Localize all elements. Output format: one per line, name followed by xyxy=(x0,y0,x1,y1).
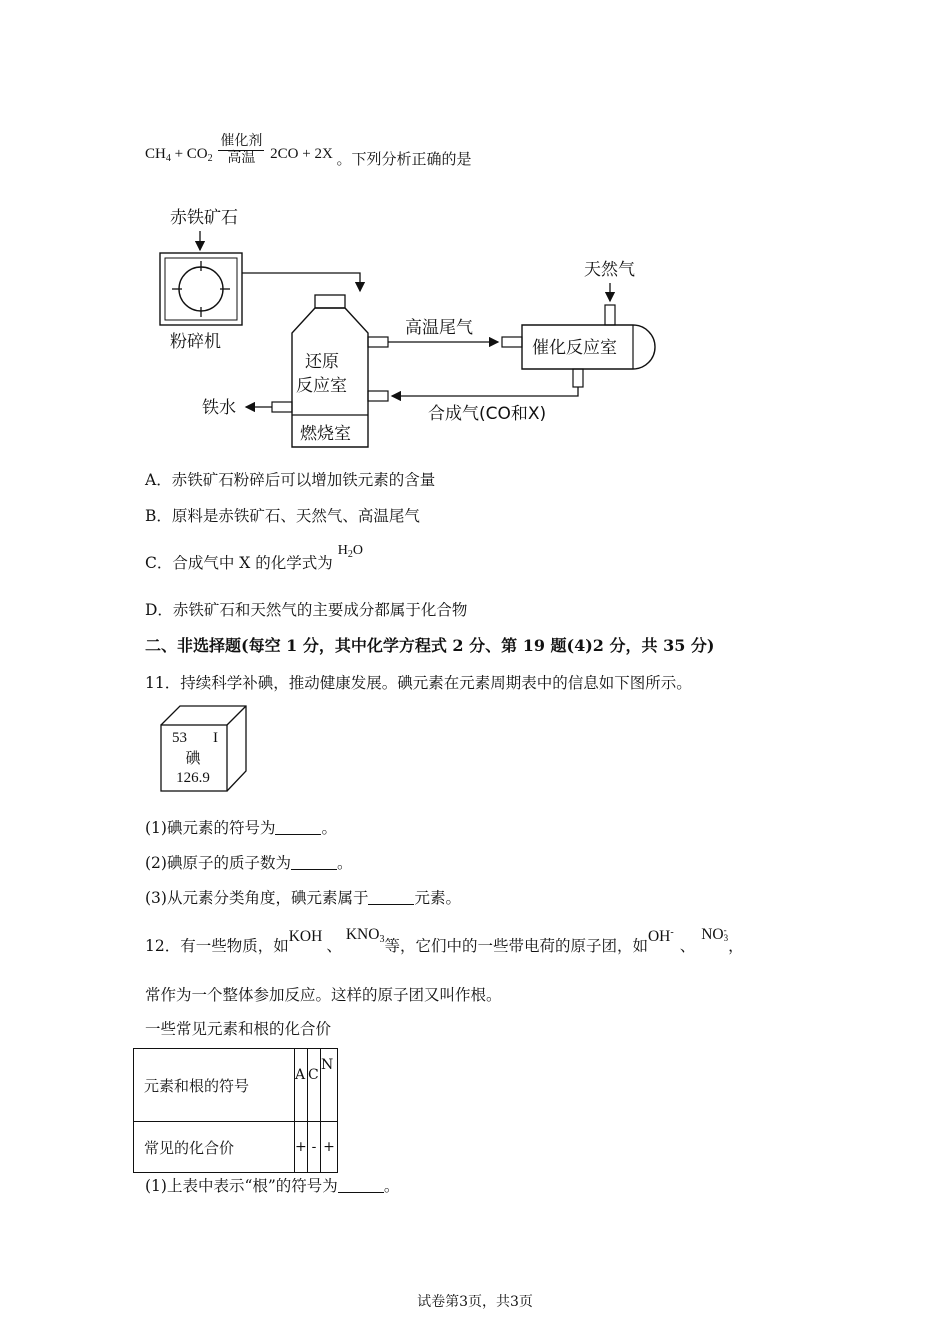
q11-sub2-end: 。 xyxy=(336,854,353,872)
option-d: D．赤铁矿石和天然气的主要成分都属于化合物 xyxy=(145,601,468,619)
row2-cell-2: - xyxy=(308,1122,321,1173)
page-footer: 试卷第3页，共3页 xyxy=(417,1294,533,1310)
row1-cell-1: A xyxy=(295,1049,308,1122)
element-mass: 126.9 xyxy=(176,770,210,786)
q12-answer-blank-1[interactable] xyxy=(338,1178,384,1193)
hot-exhaust-label: 高温尾气 xyxy=(405,318,473,338)
q11-sub2 xyxy=(145,853,352,873)
formula-oh: OH- xyxy=(647,927,674,945)
process-diagram xyxy=(150,195,670,450)
valence-table-caption: 一些常见元素和根的化合价 xyxy=(145,1020,332,1038)
syngas-label: 合成气(CO和X) xyxy=(428,404,547,424)
combustion-room-label: 燃烧室 xyxy=(300,424,351,444)
q12-sep2: 、 xyxy=(679,937,696,955)
option-b: B．原料是赤铁矿石、天然气、高温尾气 xyxy=(145,507,420,525)
reaction-equation xyxy=(145,134,472,171)
reduction-room-line2: 反应室 xyxy=(296,376,347,396)
option-a: A．赤铁矿石粉碎后可以增加铁元素的含量 xyxy=(145,471,436,489)
crusher-drum xyxy=(179,267,223,311)
option-c xyxy=(145,543,363,579)
eq-condition xyxy=(218,134,264,167)
iron-output-label: 铁水 xyxy=(202,398,236,418)
q12-sub1-end: 。 xyxy=(383,1177,400,1195)
q11-sub3-end: 元素。 xyxy=(414,889,461,907)
q12-sub1 xyxy=(145,1176,399,1196)
catalytic-room-label: 催化反应室 xyxy=(532,338,617,358)
crusher-label: 粉碎机 xyxy=(170,332,221,352)
q12-sep1: 、 xyxy=(326,937,342,955)
q11-sub1 xyxy=(145,818,337,838)
option-c-formula: $H_2O$ xyxy=(337,543,363,560)
eq-ch4: $CH_4$ xyxy=(145,145,171,164)
row1-cell-2: C xyxy=(308,1049,321,1122)
option-c-text: C．合成气中 X 的化学式为 xyxy=(145,554,333,572)
q11-answer-blank-1[interactable] xyxy=(275,820,321,835)
row1-cell-3: N xyxy=(321,1049,338,1122)
row1-header: 元素和根的符号 xyxy=(134,1049,295,1122)
row2-cell-1: + xyxy=(295,1122,308,1173)
element-number-row xyxy=(162,728,224,748)
q12-stem-part2: 等，它们中的一些带电荷的原子团，如 xyxy=(384,937,648,955)
eq-products: 2CO + 2X xyxy=(270,145,333,162)
formula-koh: KOH xyxy=(288,928,323,945)
q11-answer-blank-3[interactable] xyxy=(368,890,414,905)
element-symbol: I xyxy=(213,730,218,746)
furnace-inlet xyxy=(315,295,345,308)
element-card xyxy=(162,728,224,788)
valence-table xyxy=(133,1048,338,1173)
table-row xyxy=(134,1122,338,1173)
syngas-arrow xyxy=(392,387,578,396)
q11-sub1-end: 。 xyxy=(321,819,337,837)
row2-header: 常见的化合价 xyxy=(134,1122,295,1173)
q12-stem xyxy=(145,925,744,962)
element-name: 碘 xyxy=(185,749,201,767)
q12-sub1-text: (1)上表中表示“根”的符号为 xyxy=(145,1177,338,1195)
natural-gas-label: 天然气 xyxy=(584,260,635,280)
eq-catalyst: 催化剂 xyxy=(220,134,263,149)
eq-co2: + $CO_2$ xyxy=(170,145,213,164)
q11-answer-blank-2[interactable] xyxy=(291,855,337,870)
formula-no3: NO - 3 xyxy=(701,925,729,943)
q12-stem-part1: 12．有一些物质，如 xyxy=(145,937,289,955)
q12-stem-part3: ， xyxy=(728,937,744,955)
q11-sub2-text: (2)碘原子的质子数为 xyxy=(145,854,291,872)
q12-line2: 常作为一个整体参加反应。这样的原子团又叫作根。 xyxy=(145,986,502,1004)
section-heading: 二、非选择题(每空 1 分，其中化学方程式 2 分、第 19 题(4)2 分，共 35 分) xyxy=(145,636,715,655)
ore-label: 赤铁矿石 xyxy=(170,208,238,228)
element-number: 53 xyxy=(172,730,187,746)
table-row xyxy=(134,1049,338,1122)
formula-kno3: $KNO_3$ xyxy=(345,926,385,945)
q11-stem: 11．持续科学补碘，推动健康发展。碘元素在元素周期表中的信息如下图所示。 xyxy=(145,674,692,692)
eq-tail: 。下列分析正确的是 xyxy=(336,149,472,168)
crusher-to-furnace-arrow xyxy=(242,273,360,291)
reduction-room-line1: 还原 xyxy=(305,352,339,372)
eq-temperature: 高温 xyxy=(227,151,256,166)
q11-sub1-text: (1)碘元素的符号为 xyxy=(145,819,276,837)
q11-sub3 xyxy=(145,888,461,908)
row2-cell-3: + xyxy=(321,1122,338,1173)
q11-sub3-text: (3)从元素分类角度，碘元素属于 xyxy=(145,889,369,907)
